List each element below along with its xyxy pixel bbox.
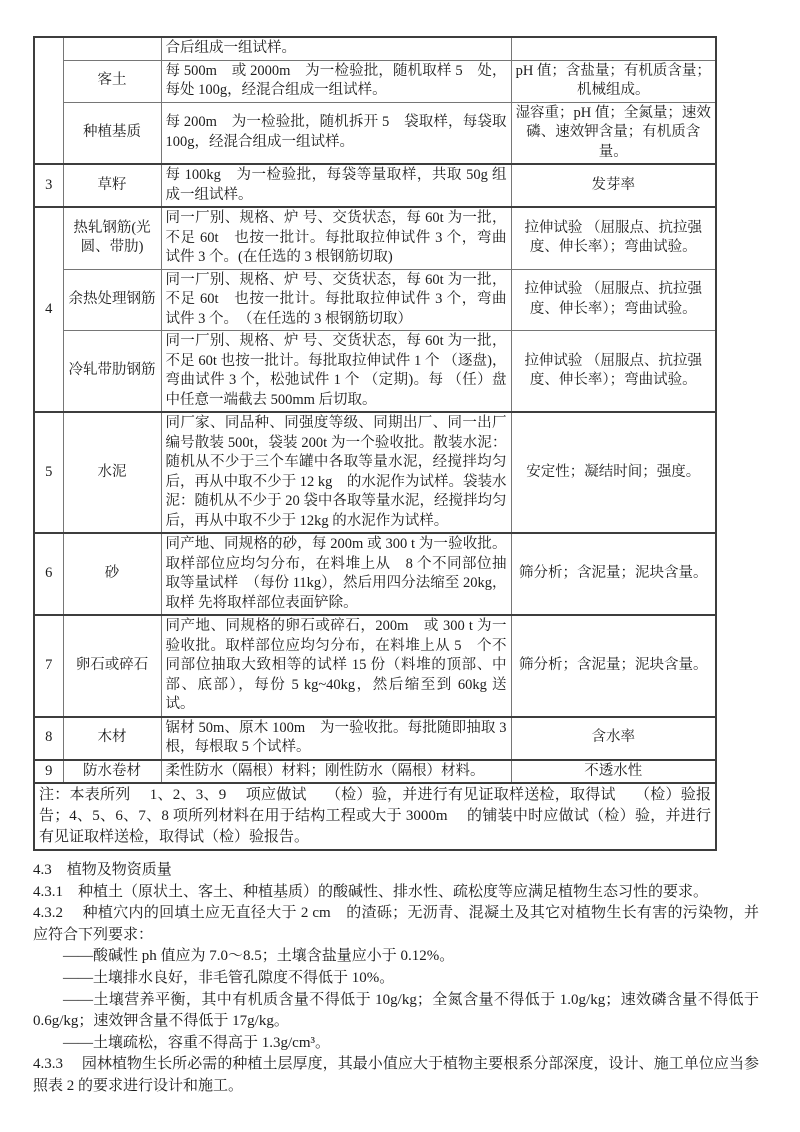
row-number-cell: 9 xyxy=(34,760,63,784)
material-name-cell: 热轧钢筋(光圆、带肋) xyxy=(63,207,161,269)
test-items-cell: pH 值；含盐量；有机质含量；机械组成。 xyxy=(511,60,716,102)
material-name-cell: 砂 xyxy=(63,533,161,615)
material-name-cell: 冷轧带肋钢筋 xyxy=(63,331,161,413)
row-number-cell xyxy=(34,37,63,164)
sampling-rule-cell: 同产地、同规格的砂，每 200m 或 300 t 为一验收批。取样部位应均匀分布，在料堆上从 8 个不同部位抽取等量试样 （每份 11kg），然后用四分法缩至 20kg，取样 先将取样部位表面铲除。 xyxy=(161,533,511,615)
row-number-cell: 6 xyxy=(34,533,63,615)
section-heading-4-3: 4.3 植物及物资质量 xyxy=(33,862,172,878)
row-number-cell: 8 xyxy=(34,717,63,760)
table-row xyxy=(34,717,716,760)
row-number-cell: 5 xyxy=(34,412,63,533)
dash-item-density: ——土壤疏松，容重不得高于 1.3g/cm³。 xyxy=(63,1034,330,1051)
table-note: 注：本表所列 1、2、3、9 项应做试 （检）验，并进行有见证取样送检，取得试 （检）验报告；4、5、6、7、8 项所列材料在用于结构工程或大于 3000m 的铺装中时应做试（检）验，并进行有见证取样送检，取得试（检）验报告。 xyxy=(34,783,716,850)
table-note-row xyxy=(34,783,716,850)
clause-4-3-1: 4.3.1 种植土（原状土、客土、种植基质）的酸碱性、排水性、疏松度等应满足植物生态习性的要求。 xyxy=(33,883,709,900)
material-name-cell: 木材 xyxy=(63,717,161,760)
test-items-cell: 筛分析；含泥量；泥块含量。 xyxy=(511,533,716,615)
sampling-rule-cell: 同一厂别、规格、炉 号、交货状态，每 60t 为一批，不足 60t 也按一批计。每批取拉伸试件 3 个，弯曲试件 3 个。 （在任选的 3 根钢筋切取） xyxy=(161,269,511,331)
dash-item-drainage: ——土壤排水良好，非毛管孔隙度不得低于 10%。 xyxy=(63,969,395,986)
sampling-rule-cell: 同一厂别、规格、炉 号、交货状态，每 60t 为一批，不足 60t 也按一批计。每批取拉伸试件 1 个 （逐盘)，弯曲试件 3 个，松弛试件 1 个 （定期)。每 （任）盘中任意一端截去 500mm 后切取。 xyxy=(161,331,511,413)
sampling-rule-cell: 每 200m 为一检验批，随机拆开 5 袋取样，每袋取 100g，经混合组成一组试样。 xyxy=(161,102,511,164)
test-items-cell: 不透水性 xyxy=(511,760,716,784)
row-number-cell: 3 xyxy=(34,164,63,207)
material-name-cell: 余热处理钢筋 xyxy=(63,269,161,331)
table-row xyxy=(34,102,716,164)
dash-item-ph: ——酸碱性 ph 值应为 7.0～8.5；土壤含盐量应小于 0.12%。 xyxy=(63,948,455,965)
sampling-rule-cell: 柔性防水（隔根）材料；刚性防水（隔根）材料。 xyxy=(161,760,511,784)
materials-table xyxy=(33,36,717,851)
sampling-rule-cell: 合后组成一组试样。 xyxy=(161,37,511,60)
table-row xyxy=(34,60,716,102)
table-row xyxy=(34,331,716,413)
table-row xyxy=(34,760,716,784)
material-name-cell: 防水卷材 xyxy=(63,760,161,784)
test-items-cell: 发芽率 xyxy=(511,164,716,207)
table-row xyxy=(34,164,716,207)
sampling-rule-cell: 同产地、同规格的卵石或碎石，200m 或 300 t 为一验收批。取样部位应均匀分布，在料堆上从 5 个不同部位抽取大致相等的试样 15 份（料堆的顶部、中部、底部），每份 5 kg~40kg，然后缩至到 60kg 送试。 xyxy=(161,615,511,717)
table-row xyxy=(34,533,716,615)
sampling-rule-cell: 每 100kg 为一检验批，每袋等量取样，共取 50g 组成一组试样。 xyxy=(161,164,511,207)
table-row xyxy=(34,207,716,269)
test-items-cell xyxy=(511,37,716,60)
test-items-cell: 湿容重；pH 值；全氮量；速效磷、速效钾含量；有机质含量。 xyxy=(511,102,716,164)
row-number-cell: 7 xyxy=(34,615,63,717)
dash-item-nutrition: ——土壤营养平衡，其中有机质含量不得低于 10g/kg；全氮含量不得低于 1.0g/kg；速效磷含量不得低于 0.6g/kg；速效钾含量不得低于 17g/kg。 xyxy=(33,991,759,1030)
materials-table-body xyxy=(34,37,716,850)
paragraphs-section xyxy=(33,860,759,1098)
material-name-cell: 客土 xyxy=(63,60,161,102)
test-items-cell: 含水率 xyxy=(511,717,716,760)
test-items-cell: 筛分析；含泥量；泥块含量。 xyxy=(511,615,716,717)
material-name-cell: 水泥 xyxy=(63,412,161,533)
material-name-cell: 草籽 xyxy=(63,164,161,207)
table-row xyxy=(34,615,716,717)
sampling-rule-cell: 同一厂别、规格、炉 号、交货状态，每 60t 为一批，不足 60t 也按一批计。每批取拉伸试件 3 个，弯曲试件 3 个。(在任选的 3 根钢筋切取) xyxy=(161,207,511,269)
test-items-cell: 拉伸试验 （屈服点、抗拉强度、伸长率）；弯曲试验。 xyxy=(511,331,716,413)
sampling-rule-cell: 每 500m 或 2000m 为一检验批，随机取样 5 处，每处 100g，经混合组成一组试样。 xyxy=(161,60,511,102)
table-row xyxy=(34,37,716,60)
material-name-cell xyxy=(63,37,161,60)
sampling-rule-cell: 锯材 50m、原木 100m 为一验收批。每批随即抽取 3 根，每根取 5 个试样。 xyxy=(161,717,511,760)
table-row xyxy=(34,269,716,331)
clause-4-3-2: 4.3.2 种植穴内的回填土应无直径大于 2 cm 的渣砾；无沥青、混凝土及其它对植物生长有害的污染物，并应符合下列要求： xyxy=(33,905,759,943)
row-number-cell: 4 xyxy=(34,207,63,412)
test-items-cell: 拉伸试验 （屈服点、抗拉强度、伸长率）；弯曲试验。 xyxy=(511,207,716,269)
test-items-cell: 安定性；凝结时间；强度。 xyxy=(511,412,716,533)
clause-4-3-3: 4.3.3 园林植物生长所必需的种植土层厚度，其最小值应大于植物主要根系分部深度，设计、施工单位应当参照表 2 的要求进行设计和施工。 xyxy=(33,1056,759,1094)
test-items-cell: 拉伸试验 （屈服点、抗拉强度、伸长率）；弯曲试验。 xyxy=(511,269,716,331)
sampling-rule-cell: 同厂家、同品种、同强度等级、同期出厂、同一出厂编号散装 500t，袋装 200t 为一个验收批。散装水泥：随机从不少于三个车罐中各取等量水泥，经搅拌均匀后，再从中取不少于 12 kg 的水泥作为试样。袋装水泥：随机从不少于 20 袋中各取等量水泥，经搅拌均匀后，再从中取不少于 12kg 的水泥作为试样。 xyxy=(161,412,511,533)
table-row xyxy=(34,412,716,533)
material-name-cell: 种植基质 xyxy=(63,102,161,164)
material-name-cell: 卵石或碎石 xyxy=(63,615,161,717)
